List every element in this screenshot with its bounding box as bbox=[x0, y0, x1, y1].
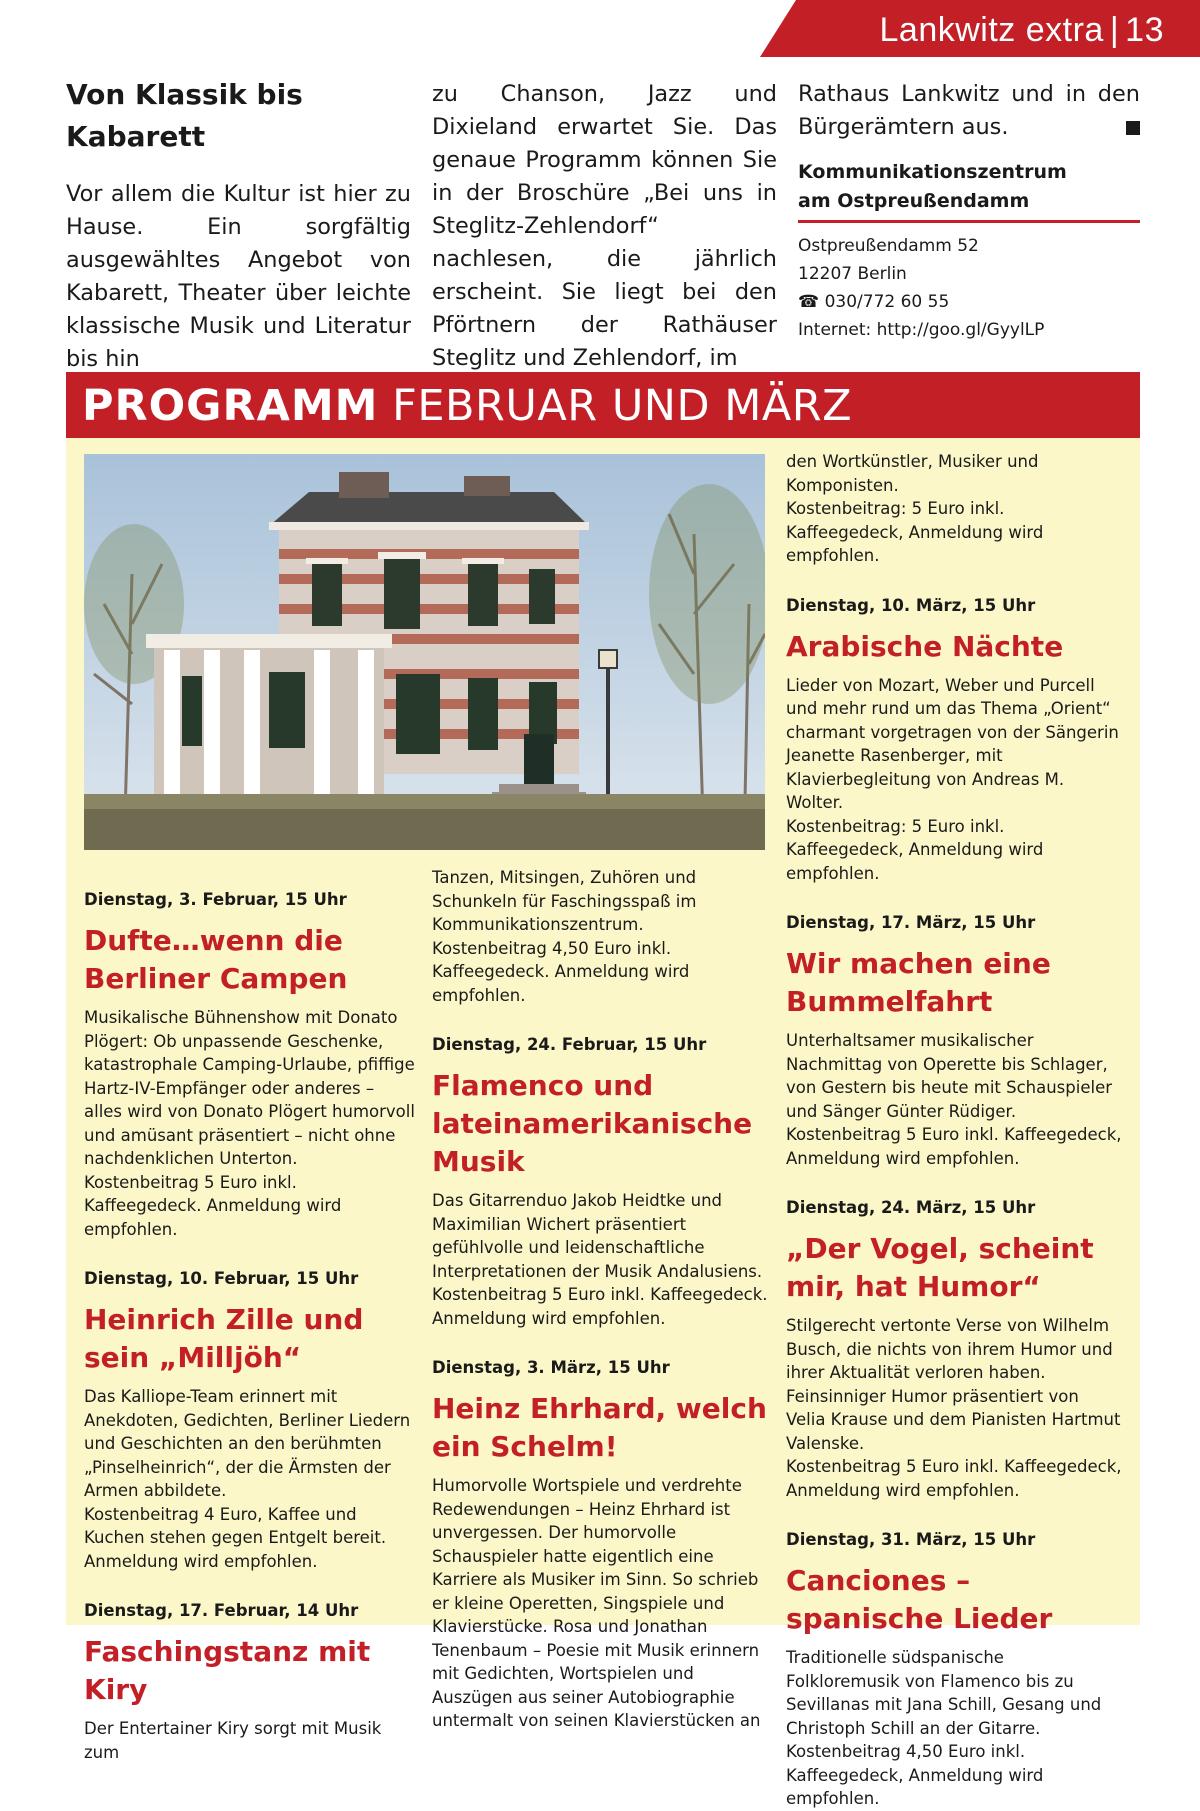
event-item bbox=[432, 1356, 768, 1733]
events-column-2 bbox=[432, 866, 768, 1733]
event-title: „Der Vogel, scheint mir, hat Humor“ bbox=[786, 1232, 1094, 1303]
event-description: Das Gitarrenduo Jakob Heidtke und Maximilian Wichert präsentiert gefühlvolle und leidenschaftliche Interpretationen der Musik Andalusiens. Kostenbeitrag 5 Euro inkl. Kaffeegedeck. Anmeldung wird empfohlen. bbox=[432, 1191, 768, 1328]
event-date: Dienstag, 10. Februar, 15 Uhr bbox=[84, 1269, 359, 1288]
info-internet: Internet: http://goo.gl/GyylLP bbox=[798, 320, 1045, 340]
event-date: Dienstag, 17. Februar, 14 Uhr bbox=[84, 1601, 359, 1620]
events-column-1 bbox=[84, 888, 416, 1764]
events-column-3 bbox=[786, 450, 1122, 1811]
intro-text-col3: Rathaus Lankwitz und in den Bürgerämtern aus. bbox=[798, 81, 1140, 140]
event-title: Heinrich Zille und sein „Milljöh“ bbox=[84, 1303, 364, 1374]
event-title: Flamenco und lateinamerikanische Musik bbox=[432, 1069, 753, 1178]
event-description: Musikalische Bühnenshow mit Donato Plögert: Ob unpassende Geschenke, katastrophale Camping-Urlaube, pfiffige Hartz-IV-Empfänger oder anderes – alles wird von Donato Plögert humorvoll und amüsant präsentiert – nicht ohne nachdenklichen Unterton. Kostenbeitrag 5 Euro inkl. Kaffeegedeck. Anmeldung wird empfohlen. bbox=[84, 1008, 415, 1239]
event-item bbox=[786, 594, 1122, 886]
event-item bbox=[432, 1033, 768, 1330]
phone-icon: ☎ bbox=[798, 292, 820, 312]
page-number: 13 bbox=[1125, 11, 1164, 49]
event-item bbox=[786, 911, 1122, 1170]
event-date: Dienstag, 24. Februar, 15 Uhr bbox=[432, 1035, 707, 1054]
program-title: PROGRAMM FEBRUAR UND MÄRZ bbox=[82, 381, 853, 431]
event-description: Das Kalliope-Team erinnert mit Anekdoten, Gedichten, Berliner Liedern und Geschichten an den berühmten „Pinselheinrich“, der die Ärmsten der Armen abbildete. Kostenbeitrag 4 Euro, Kaffee und Kuchen stehen gegen Entgelt bereit. Anmeldung wird empfohlen. bbox=[84, 1387, 411, 1571]
event-title: Arabische Nächte bbox=[786, 629, 1064, 663]
event-description: Stilgerecht vertonte Verse von Wilhelm Busch, die nichts von ihrem Humor und ihrer Aktualität verloren haben. Feinsinniger Humor präsentiert von Velia Krause und dem Pianisten Hartmut Valenske. Kostenbeitrag 5 Euro inkl. Kaffeegedeck, Anmeldung wird empfohlen. bbox=[786, 1316, 1122, 1500]
event-description: Unterhaltsamer musikalischer Nachmittag von Operette bis Schlager, von Gestern bis heute mit Schauspieler und Sänger Günter Rüdiger. Kostenbeitrag 5 Euro inkl. Kaffeegedeck, Anmeldung wird empfohlen. bbox=[786, 1031, 1122, 1168]
villa-photo bbox=[84, 454, 765, 850]
info-title: Kommunikationszentrum am Ostpreußendamm bbox=[798, 161, 1067, 212]
event-description: Humorvolle Wortspiele und verdrehte Redewendungen – Heinz Ehrhard ist unvergessen. Der humorvolle Schauspieler hatte eigentlich eine Karriere als Musiker im Sinn. So schrieb er kleine Operetten, Singspiele und Klavierstücke. Rosa und Jonathan Tenenbaum – Poesie mit Musik erinnern mit Gedichten, Wortspielen und Auszügen aus seiner Autobiographie untermalt von seinen Klavierstücken an bbox=[432, 1476, 761, 1730]
event-description: Traditionelle südspanische Folkloremusik von Flamenco bis zu Sevillanas mit Jana Schill, Gesang und Christoph Schill an der Gitarre. Kostenbeitrag 4,50 Euro inkl. Kaffeegedeck, Anmeldung wird empfohlen. bbox=[786, 1648, 1102, 1808]
info-address: Ostpreußendamm 52 12207 Berlin ☎ 030/772 60 55 Internet: http://goo.gl/GyylLP bbox=[798, 232, 1140, 344]
event-date: Dienstag, 24. März, 15 Uhr bbox=[786, 1198, 1036, 1217]
event-title: Heinz Ehrhard, welch ein Schelm! bbox=[432, 1392, 767, 1463]
event-item bbox=[786, 1528, 1122, 1811]
event-description: Lieder von Mozart, Weber und Purcell und mehr rund um das Thema „Orient“ charmant vorgetragen von der Sängerin Jeanette Rasenberger, mit Klavierbegleitung von Andreas M. Wolter. Kostenbeitrag: 5 Euro inkl. Kaffeegedeck, Anmeldung wird empfohlen. bbox=[786, 675, 1119, 883]
event-date: Dienstag, 31. März, 15 Uhr bbox=[786, 1530, 1036, 1549]
event-title: Dufte…wenn die Berliner Campen bbox=[84, 924, 348, 995]
intro-text-col1: Vor allem die Kultur ist hier zu Hause. Ein sorgfältig ausgewähltes Angebot von Kabarett, Theater über leichte klassische Musik und Literatur bis hin bbox=[66, 181, 411, 372]
event-date: Dienstag, 10. März, 15 Uhr bbox=[786, 595, 1036, 615]
end-mark-icon bbox=[1126, 121, 1140, 135]
event-description-continued: Tanzen, Mitsingen, Zuhören und Schunkeln für Faschingsspaß im Kommunikationszentrum. Kostenbeitrag 4,50 Euro inkl. Kaffeegedeck. Anmeldung wird empfohlen. bbox=[432, 868, 697, 1005]
event-description: Der Entertainer Kiry sorgt mit Musik zum bbox=[84, 1719, 382, 1762]
intro-title: Von Klassik bis Kabarett bbox=[66, 78, 303, 153]
section-name: Lankwitz extra bbox=[879, 11, 1104, 49]
event-title: Wir machen eine Bummelfahrt bbox=[786, 947, 1051, 1018]
event-item bbox=[84, 888, 416, 1241]
event-item bbox=[786, 1196, 1122, 1502]
event-date: Dienstag, 3. Februar, 15 Uhr bbox=[84, 890, 347, 909]
info-divider bbox=[798, 220, 1140, 223]
event-title: Canciones – spanische Lieder bbox=[786, 1564, 1053, 1635]
event-title: Faschingstanz mit Kiry bbox=[84, 1635, 371, 1706]
event-date: Dienstag, 3. März, 15 Uhr bbox=[432, 1358, 670, 1377]
event-item bbox=[84, 1599, 416, 1764]
page-header: Lankwitz extra | 13 bbox=[879, 11, 1164, 49]
villa-illustration bbox=[84, 454, 765, 850]
intro-text-col2: zu Chanson, Jazz und Dixieland erwartet Sie. Das genaue Programm können Sie in der Broschüre „Bei uns in Steglitz-Zehlendorf“ nachlesen, die jährlich erscheint. Sie liegt bei den Pförtnern der Rathäuser Steglitz und Zehlendorf, im bbox=[432, 81, 777, 371]
event-description-continued: den Wortkünstler, Musiker und Komponisten. Kostenbeitrag: 5 Euro inkl. Kaffeegedeck, Anmeldung wird empfohlen. bbox=[786, 452, 1044, 565]
event-date: Dienstag, 17. März, 15 Uhr bbox=[786, 913, 1036, 932]
event-item bbox=[84, 1267, 416, 1573]
